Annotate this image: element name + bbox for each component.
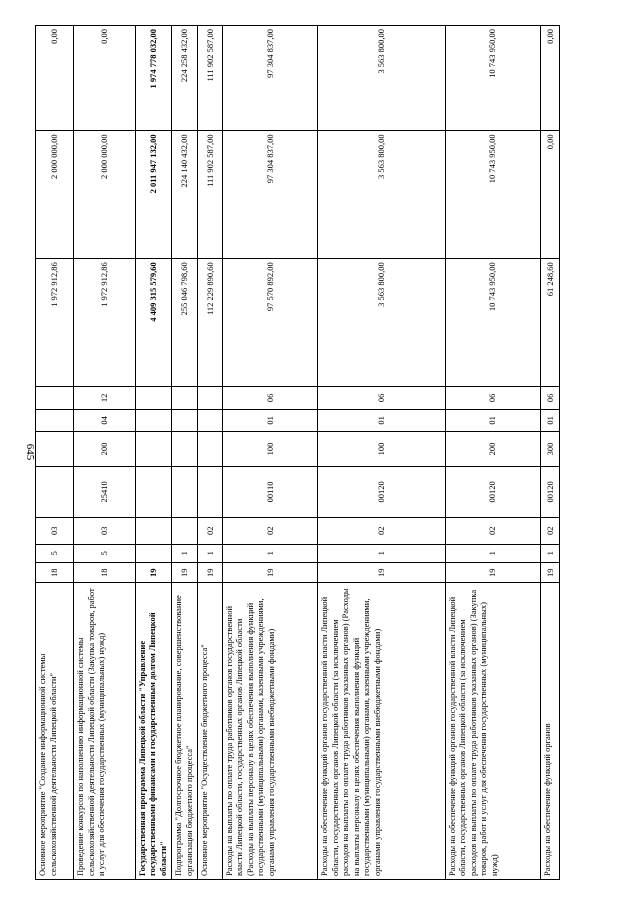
subprogram-code-cell: 5 — [36, 544, 74, 562]
expense-type-cell: 200 — [74, 432, 135, 467]
direction-code-cell: 00120 — [445, 466, 540, 517]
row-name-cell: Проведение конкурсов по наполнению информационной системы сельскохозяйственной деятельности Липецкой области (Закупка товаров, работ и услуг для обеспечения государственных (муниципальных) нужд) — [74, 583, 135, 880]
amount-year2-cell: 224 140 432,00 — [172, 131, 197, 259]
row-name-cell: Расходы на выплаты по оплате труда работников органов государственной власти Липецкой области, государственных органов Липецкой области (Расходы на выплаты персоналу в целях обеспечения выполнения функций государственными (муниципальными) органами, казенными учреждениями, органами управления государственными внебюджетными фондами) — [222, 583, 317, 880]
row-name-cell: Расходы на обеспечение функций органов государственной власти Липецкой области, государственных органов Липецкой области (за исключением расходов на выплаты по оплате труда работников указанных органов) (Закупка товаров, работ и услуг для обеспечения государственных (муниципальных) нужд) — [445, 583, 540, 880]
subsection-cell — [197, 387, 222, 410]
activity-code-cell: 02 — [197, 517, 222, 544]
table-row — [318, 26, 445, 880]
subsection-cell: 12 — [74, 387, 135, 410]
amount-year1-cell: 1 972 912,86 — [74, 259, 135, 387]
subprogram-code-cell: 1 — [540, 544, 559, 562]
activity-code-cell — [172, 517, 197, 544]
table-row — [197, 26, 222, 880]
subprogram-code-cell: 1 — [172, 544, 197, 562]
subsection-cell: 06 — [318, 387, 445, 410]
section-cell: 01 — [540, 409, 559, 432]
subsection-cell: 06 — [445, 387, 540, 410]
table-row — [172, 26, 197, 880]
amount-year1-cell: 10 743 950,00 — [445, 259, 540, 387]
activity-code-cell: 02 — [540, 517, 559, 544]
amount-year2-cell: 2 000 000,00 — [74, 131, 135, 259]
subprogram-code-cell: 1 — [197, 544, 222, 562]
program-code-cell: 18 — [74, 562, 135, 582]
table-row — [135, 26, 172, 880]
expense-type-cell: 100 — [222, 432, 317, 467]
amount-year1-cell: 61 248,60 — [540, 259, 559, 387]
row-name-cell: Расходы на обеспечение функций органов государственной власти Липецкой области, государственных органов Липецкой области (за исключением расходов на выплаты по оплате труда работников указанных органов) (Расходы на выплаты персоналу в целях обеспечения выполнения функций государственными (муниципальными) органами, казенными учреждениями, органами управления государственными внебюджетными фондами) — [318, 583, 445, 880]
amount-year3-cell: 0,00 — [36, 26, 74, 131]
section-cell — [197, 409, 222, 432]
amount-year3-cell: 0,00 — [540, 26, 559, 131]
program-code-cell: 19 — [318, 562, 445, 582]
direction-code-cell: 00120 — [318, 466, 445, 517]
direction-code-cell — [197, 466, 222, 517]
amount-year2-cell: 2 000 000,00 — [36, 131, 74, 259]
row-name-cell: Подпрограмма "Долгосрочное бюджетное планирование, совершенствование организации бюджетного процесса" — [172, 583, 197, 880]
amount-year3-cell: 1 974 778 032,00 — [135, 26, 172, 131]
amount-year2-cell: 2 011 947 132,00 — [135, 131, 172, 259]
expense-type-cell: 100 — [318, 432, 445, 467]
section-cell: 01 — [445, 409, 540, 432]
expense-type-cell — [172, 432, 197, 467]
row-name-cell: Расходы на обеспечение функций органов — [540, 583, 559, 880]
expense-type-cell: 200 — [445, 432, 540, 467]
page-number: 645 — [24, 443, 36, 461]
direction-code-cell: 25410 — [74, 466, 135, 517]
table-row — [445, 26, 540, 880]
section-cell: 01 — [318, 409, 445, 432]
amount-year1-cell: 3 563 800,00 — [318, 259, 445, 387]
subprogram-code-cell — [135, 544, 172, 562]
row-name-cell: Основное мероприятие "Создание информационной системы сельскохозяйственной деятельности Липецкой области" — [36, 583, 74, 880]
section-cell — [36, 409, 74, 432]
program-code-cell: 19 — [172, 562, 197, 582]
amount-year2-cell: 0,00 — [540, 131, 559, 259]
expense-type-cell — [135, 432, 172, 467]
amount-year1-cell: 112 229 890,60 — [197, 259, 222, 387]
amount-year2-cell: 10 743 950,00 — [445, 131, 540, 259]
subsection-cell — [36, 387, 74, 410]
budget-table — [35, 25, 560, 880]
row-name-cell: Основное мероприятие "Осуществление бюджетного процесса" — [197, 583, 222, 880]
subprogram-code-cell: 5 — [74, 544, 135, 562]
row-name-cell: Государственная программа Липецкой области "Управление государственными финансами и государственным долгом Липецкой области" — [135, 583, 172, 880]
table-row — [74, 26, 135, 880]
expense-type-cell — [36, 432, 74, 467]
direction-code-cell: 00120 — [540, 466, 559, 517]
amount-year3-cell: 3 563 800,00 — [318, 26, 445, 131]
amount-year2-cell: 3 563 800,00 — [318, 131, 445, 259]
program-code-cell: 19 — [197, 562, 222, 582]
budget-table-container — [35, 25, 560, 880]
subsection-cell — [135, 387, 172, 410]
amount-year3-cell: 97 304 837,00 — [222, 26, 317, 131]
program-code-cell: 19 — [222, 562, 317, 582]
table-row — [540, 26, 559, 880]
activity-code-cell: 03 — [74, 517, 135, 544]
table-row — [222, 26, 317, 880]
subsection-cell: 06 — [222, 387, 317, 410]
program-code-cell: 18 — [36, 562, 74, 582]
amount-year1-cell: 1 972 912,86 — [36, 259, 74, 387]
direction-code-cell — [135, 466, 172, 517]
program-code-cell: 19 — [540, 562, 559, 582]
activity-code-cell: 02 — [445, 517, 540, 544]
section-cell — [135, 409, 172, 432]
amount-year3-cell: 224 258 432,00 — [172, 26, 197, 131]
subprogram-code-cell: 1 — [222, 544, 317, 562]
activity-code-cell: 03 — [36, 517, 74, 544]
program-code-cell: 19 — [445, 562, 540, 582]
amount-year1-cell: 4 409 315 579,60 — [135, 259, 172, 387]
expense-type-cell — [197, 432, 222, 467]
subsection-cell: 06 — [540, 387, 559, 410]
program-code-cell: 19 — [135, 562, 172, 582]
amount-year1-cell: 255 046 798,60 — [172, 259, 197, 387]
amount-year2-cell: 111 902 587,00 — [197, 131, 222, 259]
amount-year1-cell: 97 570 892,00 — [222, 259, 317, 387]
direction-code-cell — [172, 466, 197, 517]
subsection-cell — [172, 387, 197, 410]
amount-year3-cell: 111 902 587,00 — [197, 26, 222, 131]
activity-code-cell — [135, 517, 172, 544]
table-row — [36, 26, 74, 880]
direction-code-cell: 00110 — [222, 466, 317, 517]
direction-code-cell — [36, 466, 74, 517]
subprogram-code-cell: 1 — [445, 544, 540, 562]
activity-code-cell: 02 — [222, 517, 317, 544]
table-body — [36, 26, 560, 880]
amount-year3-cell: 0,00 — [74, 26, 135, 131]
section-cell: 04 — [74, 409, 135, 432]
amount-year3-cell: 10 743 950,00 — [445, 26, 540, 131]
subprogram-code-cell: 1 — [318, 544, 445, 562]
activity-code-cell: 02 — [318, 517, 445, 544]
amount-year2-cell: 97 304 837,00 — [222, 131, 317, 259]
section-cell — [172, 409, 197, 432]
expense-type-cell: 300 — [540, 432, 559, 467]
section-cell: 01 — [222, 409, 317, 432]
